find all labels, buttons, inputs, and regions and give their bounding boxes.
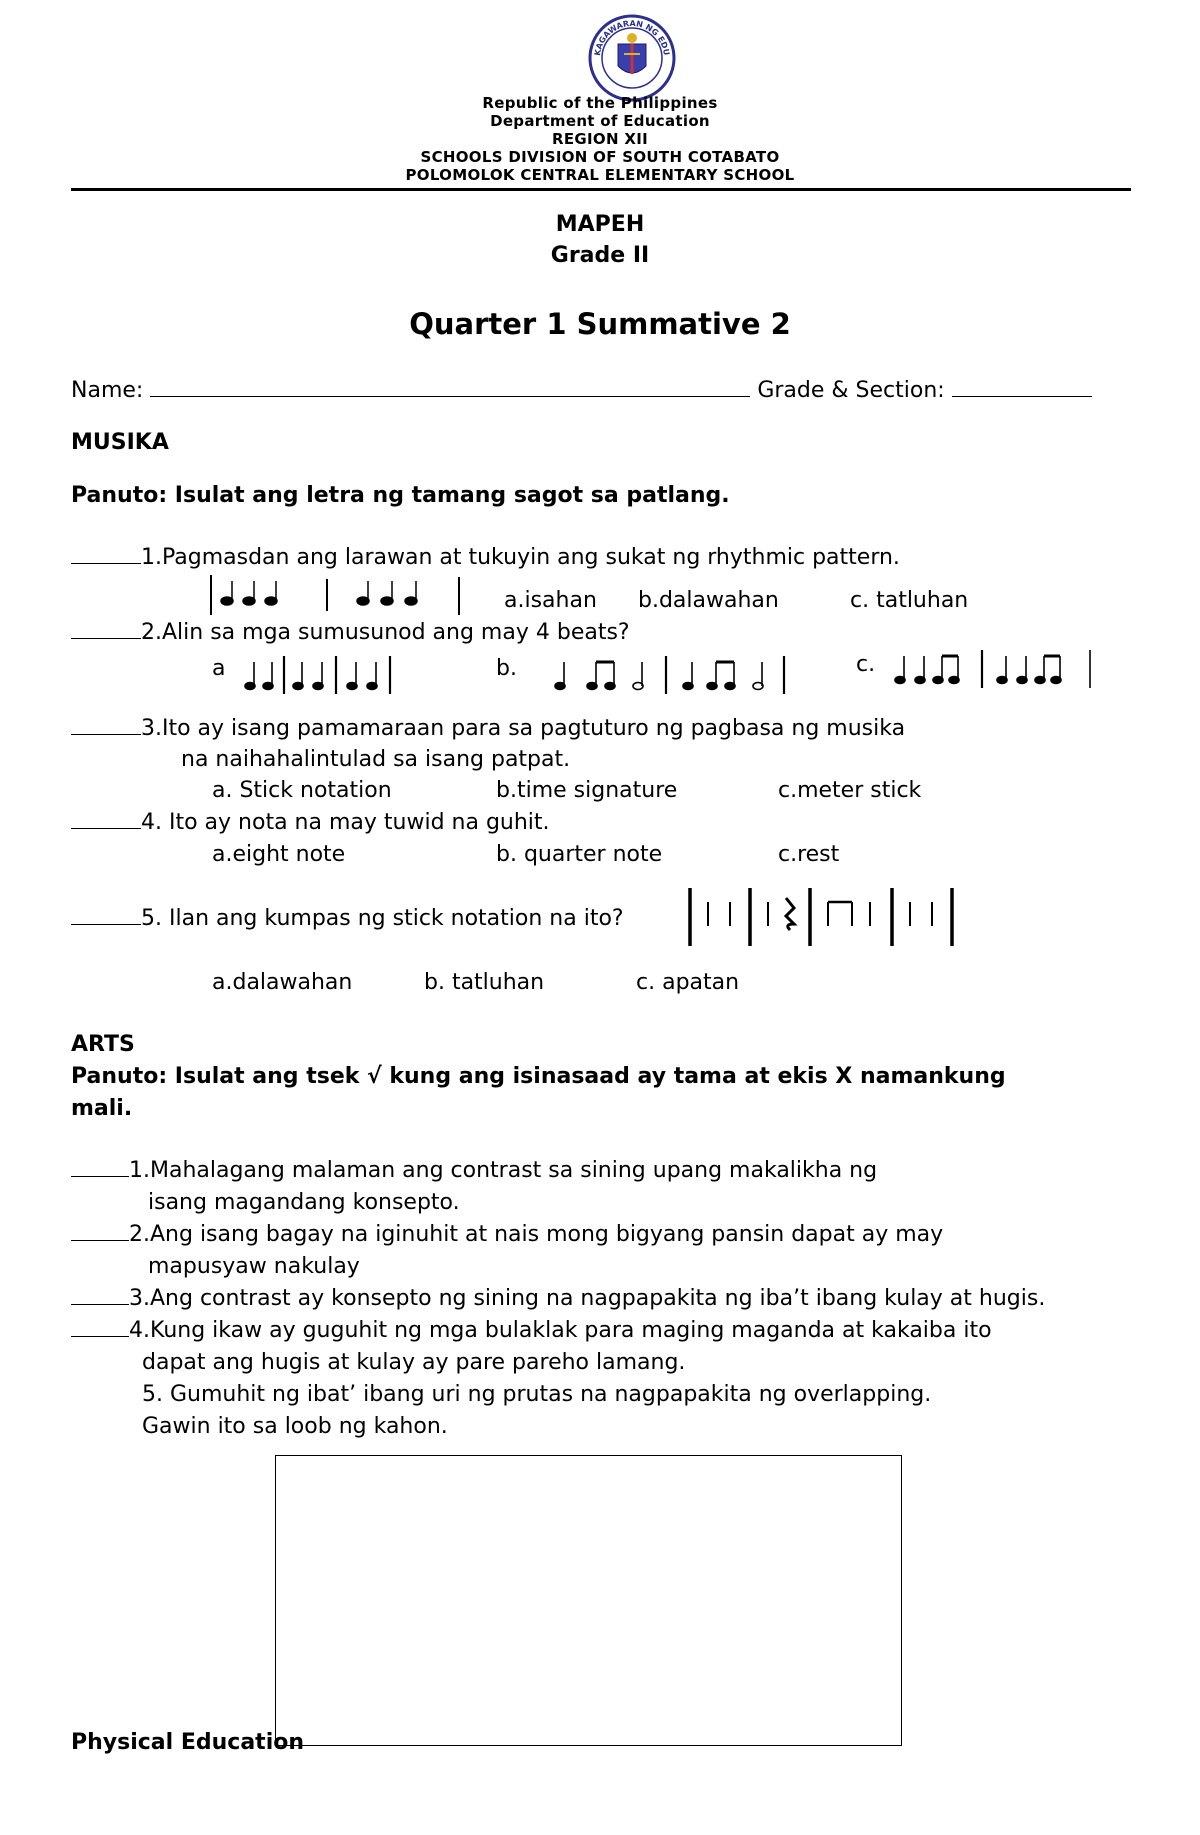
question-3-text: 3.Ito ay isang pamamaraan para sa pagtuturo ng pagbasa ng musika bbox=[141, 716, 906, 741]
q3-choice-a: a. Stick notation bbox=[212, 778, 392, 803]
q2-choice-c: c. bbox=[856, 652, 876, 677]
q2-choice-b: b. bbox=[496, 656, 517, 681]
answer-blank-3[interactable] bbox=[71, 733, 141, 735]
question-1-text: 1.Pagmasdan ang larawan at tukuyin ang sukat ng rhythmic pattern. bbox=[141, 545, 900, 570]
q5-choice-b: b. tatluhan bbox=[424, 970, 545, 995]
arts-blank-1[interactable] bbox=[71, 1175, 129, 1177]
arts-item-1 bbox=[71, 1158, 877, 1183]
question-3 bbox=[71, 716, 905, 741]
arts-item-5: 5. Gumuhit ng ibat’ ibang uri ng prutas na nagpapakita ng overlapping. bbox=[142, 1382, 932, 1407]
arts-blank-3[interactable] bbox=[71, 1303, 129, 1305]
header-division: SCHOOLS DIVISION OF SOUTH COTABATO bbox=[420, 148, 780, 166]
musika-heading: MUSIKA bbox=[71, 430, 169, 455]
grade-title: Grade II bbox=[550, 243, 650, 268]
q4-choice-c: c.rest bbox=[778, 842, 840, 867]
arts-item-2 bbox=[71, 1222, 943, 1247]
q4-choice-b: b. quarter note bbox=[496, 842, 663, 867]
header-region: REGION XII bbox=[552, 130, 648, 148]
q1-choice-c: c. tatluhan bbox=[850, 588, 969, 613]
arts-item-4-text: 4.Kung ikaw ay guguhit ng mga bulaklak para maging maganda at kakaiba ito bbox=[129, 1318, 992, 1343]
pe-heading: Physical Education bbox=[71, 1730, 305, 1755]
arts-blank-4[interactable] bbox=[71, 1335, 129, 1337]
arts-heading: ARTS bbox=[71, 1032, 135, 1057]
answer-blank-2[interactable] bbox=[71, 637, 141, 639]
arts-item-3-text: 3.Ang contrast ay konsepto ng sining na nagpapakita ng iba’t ibang kulay at hugis. bbox=[129, 1286, 1046, 1311]
question-5-text: 5. Ilan ang kumpas ng stick notation na ito? bbox=[141, 906, 624, 931]
answer-blank-4[interactable] bbox=[71, 827, 141, 829]
header-republic: Republic of the Philippines bbox=[482, 94, 718, 112]
answer-blank-1[interactable] bbox=[71, 562, 141, 564]
rhythm-pattern-q2-c bbox=[890, 646, 1100, 692]
arts-item-2-text: 2.Ang isang bagay na iginuhit at nais mong bigyang pansin dapat ay may bbox=[129, 1222, 944, 1247]
q1-choice-a: a.isahan bbox=[504, 588, 597, 613]
question-2 bbox=[71, 620, 630, 645]
question-3-text-2: na naihahalintulad sa isang patpat. bbox=[181, 747, 571, 772]
arts-item-2-cont: mapusyaw nakulay bbox=[148, 1254, 360, 1279]
name-blank[interactable] bbox=[150, 395, 750, 397]
arts-item-4-cont: dapat ang hugis at kulay ay pare pareho lamang. bbox=[142, 1350, 686, 1375]
q1-choice-b: b.dalawahan bbox=[638, 588, 779, 613]
grade-section-blank[interactable] bbox=[952, 395, 1092, 397]
header-divider bbox=[71, 188, 1131, 191]
arts-item-1-cont: isang magandang konsepto. bbox=[148, 1190, 460, 1215]
q5-choice-c: c. apatan bbox=[636, 970, 740, 995]
arts-item-4 bbox=[71, 1318, 992, 1343]
header-school: POLOMOLOK CENTRAL ELEMENTARY SCHOOL bbox=[405, 166, 795, 184]
q5-choice-a: a.dalawahan bbox=[212, 970, 353, 995]
arts-instruction-line-2: mali. bbox=[71, 1096, 133, 1121]
arts-instruction-line-1: Panuto: Isulat ang tsek √ kung ang isinasaad ay tama at ekis X namankung bbox=[71, 1064, 1006, 1089]
subject-title: MAPEH bbox=[555, 212, 645, 237]
name-label: Name: bbox=[71, 378, 144, 403]
arts-item-3 bbox=[71, 1286, 1045, 1311]
deped-seal bbox=[588, 14, 676, 106]
question-4 bbox=[71, 810, 550, 835]
musika-instruction: Panuto: Isulat ang letra ng tamang sagot sa patlang. bbox=[71, 483, 730, 508]
drawing-box[interactable] bbox=[275, 1455, 902, 1746]
q3-choice-b: b.time signature bbox=[496, 778, 678, 803]
exam-title: Quarter 1 Summative 2 bbox=[409, 307, 791, 341]
arts-blank-2[interactable] bbox=[71, 1239, 129, 1241]
answer-blank-5[interactable] bbox=[71, 923, 141, 925]
question-5 bbox=[71, 906, 624, 931]
question-4-text: 4. Ito ay nota na may tuwid na guhit. bbox=[141, 810, 550, 835]
grade-section-label: Grade & Section: bbox=[757, 378, 945, 403]
q2-choice-a: a bbox=[212, 656, 226, 681]
name-row bbox=[71, 378, 1092, 403]
header-department: Department of Education bbox=[490, 112, 710, 130]
rhythm-pattern-q2-a bbox=[240, 650, 420, 698]
seal-text: KAGAWARAN NG EDU bbox=[593, 18, 671, 57]
rhythm-pattern-q1 bbox=[205, 573, 465, 617]
stick-notation-q5 bbox=[686, 884, 960, 950]
question-2-text: 2.Alin sa mga sumusunod ang may 4 beats? bbox=[141, 620, 630, 645]
q4-choice-a: a.eight note bbox=[212, 842, 346, 867]
q3-choice-c: c.meter stick bbox=[778, 778, 922, 803]
arts-item-5-cont: Gawin ito sa loob ng kahon. bbox=[142, 1414, 448, 1439]
arts-item-1-text: 1.Mahalagang malaman ang contrast sa sining upang makalikha ng bbox=[129, 1158, 878, 1183]
question-1 bbox=[71, 545, 900, 570]
rhythm-pattern-q2-b bbox=[548, 650, 798, 698]
